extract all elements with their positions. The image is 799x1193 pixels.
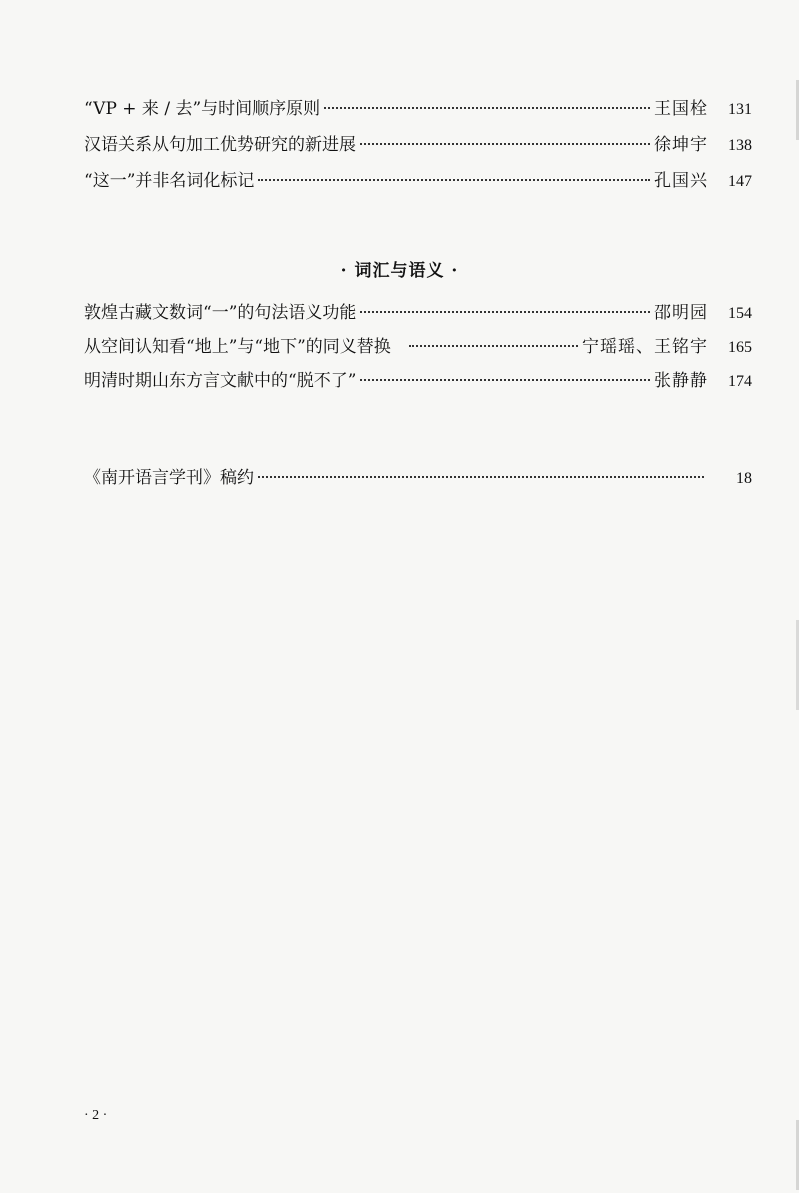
entry-title: 汉语关系从句加工优势研究的新进展: [84, 135, 356, 155]
toc-entry[interactable]: [84, 97, 752, 121]
entry-author: 王国栓: [654, 99, 708, 119]
entry-author: 孔国兴: [654, 171, 708, 191]
entry-title: 从空间认知看“地上”与“地下”的同义替换: [84, 337, 391, 357]
entry-page-number: 165: [728, 339, 752, 356]
entry-title: “VP + 来 / 去”与时间顺序原则: [84, 99, 321, 119]
entry-author: 宁瑶瑶、王铭宇: [582, 337, 708, 357]
entry-title: 敦煌古藏文数词“一”的句法语义功能: [84, 303, 357, 323]
entry-page-number: 174: [728, 373, 752, 390]
toc-entry[interactable]: [84, 335, 752, 359]
entry-author: 张静静: [654, 371, 708, 391]
section-heading: · 词汇与语义 ·: [340, 261, 459, 281]
entry-page-number: 18: [736, 470, 752, 487]
toc-entry[interactable]: [84, 133, 752, 157]
toc-entry[interactable]: [84, 301, 752, 325]
entry-author: 邵明园: [654, 303, 708, 323]
dot-leader: [409, 345, 578, 347]
entry-page-number: 147: [728, 173, 752, 190]
entry-title: 《南开语言学刊》稿约: [84, 468, 254, 488]
entry-title: “这一”并非名词化标记: [84, 171, 255, 191]
entry-title: 明清时期山东方言文献中的“脱不了”: [84, 371, 357, 391]
dot-leader: [360, 143, 650, 145]
entry-author: 徐坤宇: [654, 135, 708, 155]
dot-leader: [258, 476, 704, 478]
dot-leader: [360, 311, 650, 313]
entry-page-number: 138: [728, 137, 752, 154]
dot-leader: [324, 107, 650, 109]
dot-leader: [360, 379, 650, 381]
dot-leader: [258, 179, 650, 181]
entry-page-number: 131: [728, 101, 752, 118]
toc-entry[interactable]: [84, 466, 752, 490]
toc-entry[interactable]: [84, 369, 752, 393]
footer-page-number: · 2 ·: [84, 1108, 108, 1123]
toc-entry[interactable]: [84, 169, 752, 193]
entry-page-number: 154: [728, 305, 752, 322]
